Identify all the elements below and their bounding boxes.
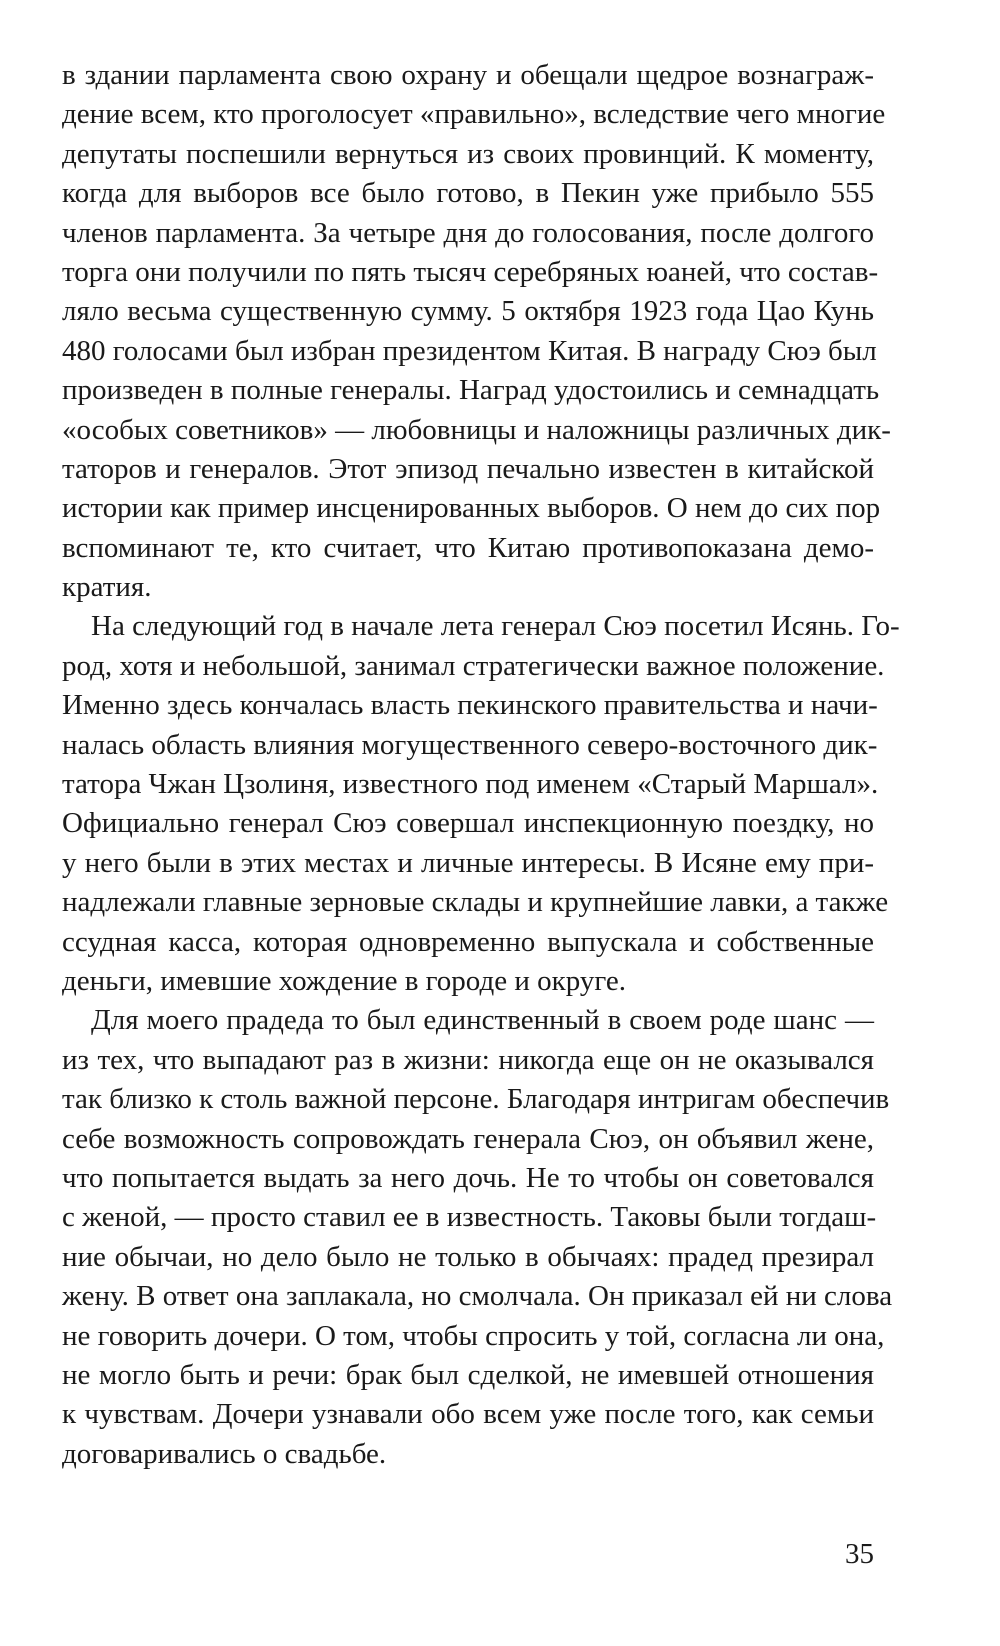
text-line: татора Чжан Цзолиня, известного под именем «Старый Маршал». [62, 768, 879, 801]
text-line: членов парламента. За четыре дня до голосования, после долгого [62, 216, 874, 249]
text-line: «особых советников» — любовницы и наложницы различных дик- [62, 413, 891, 446]
text-line: не говорить дочери. О том, чтобы спросить у той, согласна ли она, [62, 1319, 885, 1352]
text-line: депутаты поспешили вернуться из своих провинций. К моменту, [62, 137, 874, 170]
book-page [62, 56, 900, 1474]
text-line: Для моего прадеда то был единственный в своем роде шанс — [91, 1004, 874, 1037]
text-line: себе возможность сопровождать генерала Сюэ, он объявил жене, [62, 1122, 874, 1155]
text-line: род, хотя и небольшой, занимал стратегически важное положение. [62, 649, 885, 682]
text-line: ляло весьма существенную сумму. 5 октября 1923 года Цао Кунь [62, 295, 874, 328]
text-line: так близко к столь важной персоне. Благодаря интригам обеспечив [62, 1083, 890, 1116]
text-line: На следующий год в начале лета генерал Сюэ посетил Исянь. Го- [91, 610, 900, 643]
text-line: Именно здесь кончалась власть пекинского правительства и начи- [62, 689, 878, 722]
text-line: истории как пример инсценированных выборов. О нем до сих пор [62, 492, 881, 525]
text-line: из тех, что выпадают раз в жизни: никогда еще он не оказывался [62, 1043, 874, 1076]
text-line: Официально генерал Сюэ совершал инспекционную поездку, но [62, 807, 874, 840]
text-line: произведен в полные генералы. Наград удостоились и семнадцать [62, 374, 880, 407]
text-line: налась область влияния могущественного северо-восточного дик- [62, 728, 878, 761]
text-line: в здании парламента свою охрану и обещали щедрое вознаграж- [62, 59, 874, 91]
text-line: когда для выборов все было готово, в Пекин уже прибыло 555 [62, 177, 874, 210]
text-line: у него были в этих местах и личные интересы. В Исяне ему при- [62, 846, 874, 879]
text-line: жену. В ответ она заплакала, но смолчала. Он приказал ей ни слова [62, 1280, 893, 1313]
text-line: ние обычаи, но дело было не только в обычаях: прадед презирал [62, 1240, 874, 1273]
paragraph-1 [62, 56, 891, 607]
text-line: надлежали главные зерновые склады и крупнейшие лавки, а также [62, 886, 889, 919]
text-line: ссудная касса, которая одновременно выпускала и собственные [62, 925, 874, 958]
text-line: вспоминают те, кто считает, что Китаю противопоказана демо- [62, 531, 874, 564]
text-line: таторов и генералов. Этот эпизод печально известен в китайской [62, 452, 874, 485]
text-line: деньги, имевшие хождение в городе и округе. [62, 964, 626, 997]
text-line: что попытается выдать за него дочь. Не то чтобы он советовался [62, 1161, 874, 1194]
text-line: кратия. [62, 571, 152, 604]
text-line: 480 голосами был избран президентом Китая. В награду Сюэ был [62, 334, 877, 367]
text-line: с женой, — просто ставил ее в известность. Таковы были тогдаш- [62, 1201, 877, 1234]
paragraph-3 [62, 1001, 893, 1474]
text-line: торга они получили по пять тысяч серебряных юаней, что состав- [62, 255, 879, 288]
text-line: дение всем, кто проголосует «правильно», вследствие чего многие [62, 98, 886, 131]
text-line: к чувствам. Дочери узнавали обо всем уже после того, как семьи [62, 1398, 874, 1431]
text-line: не могло быть и речи: брак был сделкой, не имевшей отношения [62, 1358, 874, 1391]
paragraph-2 [62, 607, 900, 1001]
page-number: 35 [845, 1538, 874, 1570]
text-line: договаривались о свадьбе. [62, 1437, 387, 1470]
